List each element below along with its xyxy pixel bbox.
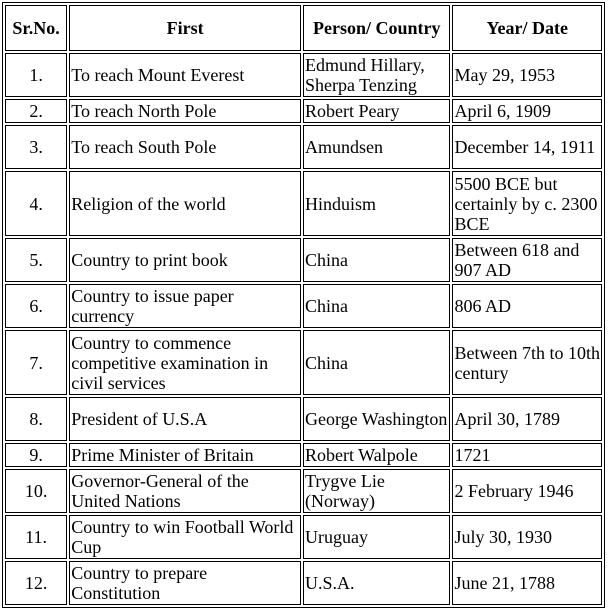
cell-year-date: 806 AD <box>452 284 602 328</box>
cell-year-date: 1721 <box>452 443 602 467</box>
cell-sr-no: 10. <box>5 469 67 513</box>
cell-person-country: Hinduism <box>303 171 450 236</box>
table-row <box>5 53 602 97</box>
cell-year-date: December 14, 1911 <box>452 125 602 169</box>
cell-sr-no: 1. <box>5 53 67 97</box>
cell-year-date: 5500 BCE but certainly by c. 2300 BCE <box>452 171 602 236</box>
cell-sr-no: 5. <box>5 238 67 282</box>
cell-first: Governor-General of the United Nations <box>69 469 301 513</box>
table-row <box>5 515 602 559</box>
cell-sr-no: 9. <box>5 443 67 467</box>
table-row <box>5 99 602 123</box>
cell-sr-no: 4. <box>5 171 67 236</box>
cell-year-date: April 6, 1909 <box>452 99 602 123</box>
table-row <box>5 171 602 236</box>
cell-first: Country to commence competitive examination in civil services <box>69 330 301 395</box>
table-row <box>5 397 602 441</box>
cell-first: Country to issue paper currency <box>69 284 301 328</box>
cell-person-country: Trygve Lie (Norway) <box>303 469 450 513</box>
cell-sr-no: 12. <box>5 561 67 605</box>
cell-first: To reach North Pole <box>69 99 301 123</box>
cell-person-country: U.S.A. <box>303 561 450 605</box>
header-row <box>5 5 602 51</box>
cell-person-country: Amundsen <box>303 125 450 169</box>
cell-sr-no: 7. <box>5 330 67 395</box>
cell-year-date: June 21, 1788 <box>452 561 602 605</box>
cell-first: To reach Mount Everest <box>69 53 301 97</box>
table-row <box>5 443 602 467</box>
cell-person-country: Edmund Hillary, Sherpa Tenzing <box>303 53 450 97</box>
cell-person-country: China <box>303 284 450 328</box>
table-row <box>5 561 602 605</box>
header-person-country: Person/ Country <box>303 5 450 51</box>
cell-year-date: Between 618 and 907 AD <box>452 238 602 282</box>
table-row <box>5 284 602 328</box>
cell-sr-no: 6. <box>5 284 67 328</box>
header-year-date: Year/ Date <box>452 5 602 51</box>
cell-sr-no: 3. <box>5 125 67 169</box>
header-sr-no: Sr.No. <box>5 5 67 51</box>
header-first: First <box>69 5 301 51</box>
cell-person-country: Robert Peary <box>303 99 450 123</box>
table-row <box>5 125 602 169</box>
cell-first: Country to print book <box>69 238 301 282</box>
cell-year-date: July 30, 1930 <box>452 515 602 559</box>
cell-first: Prime Minister of Britain <box>69 443 301 467</box>
cell-person-country: China <box>303 330 450 395</box>
cell-sr-no: 2. <box>5 99 67 123</box>
cell-person-country: China <box>303 238 450 282</box>
cell-year-date: 2 February 1946 <box>452 469 602 513</box>
cell-year-date: Between 7th to 10th century <box>452 330 602 395</box>
cell-person-country: Robert Walpole <box>303 443 450 467</box>
cell-year-date: April 30, 1789 <box>452 397 602 441</box>
table-row <box>5 469 602 513</box>
cell-first: Religion of the world <box>69 171 301 236</box>
firsts-table <box>2 2 605 608</box>
cell-year-date: May 29, 1953 <box>452 53 602 97</box>
table-row <box>5 238 602 282</box>
cell-first: Country to prepare Constitution <box>69 561 301 605</box>
cell-sr-no: 11. <box>5 515 67 559</box>
cell-first: President of U.S.A <box>69 397 301 441</box>
cell-person-country: Uruguay <box>303 515 450 559</box>
cell-first: Country to win Football World Cup <box>69 515 301 559</box>
table-row <box>5 330 602 395</box>
cell-sr-no: 8. <box>5 397 67 441</box>
cell-person-country: George Washington <box>303 397 450 441</box>
cell-first: To reach South Pole <box>69 125 301 169</box>
